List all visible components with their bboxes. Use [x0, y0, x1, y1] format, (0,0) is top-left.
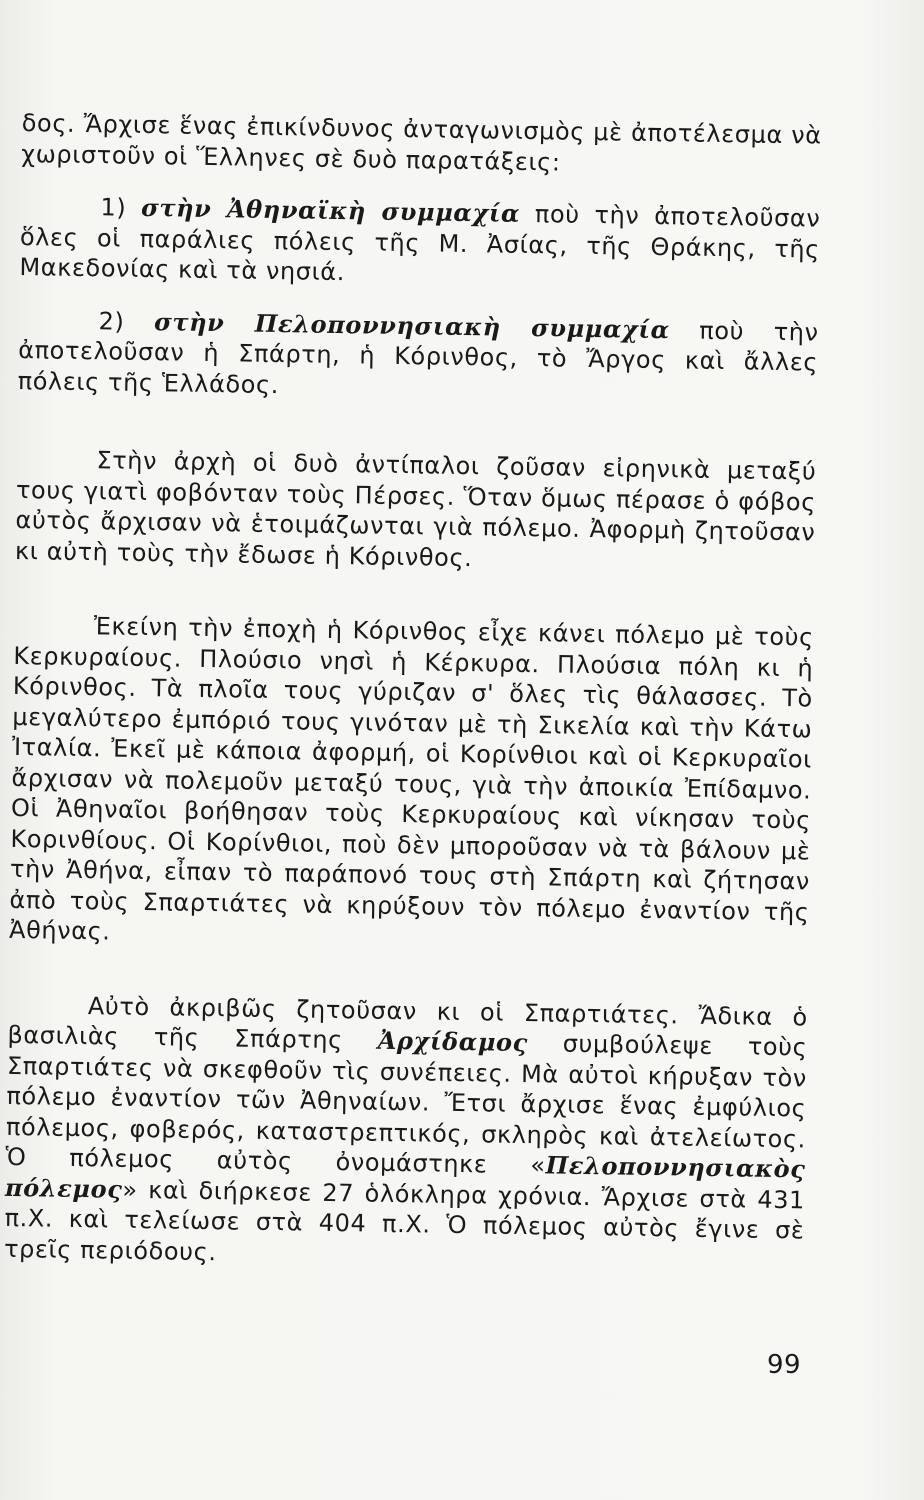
paragraph — [4, 989, 808, 1276]
text-run: » καὶ διήρκεσε 27 ὁλόκληρα χρόνια. Ἄρχισε στὰ 431 π.Χ. καὶ τελείωσε στὰ 404 π.Χ. Ὁ πόλεμος αὐτὸς ἔγινε σὲ τρεῖς περιόδους. — [3, 1175, 806, 1266]
text-run: συμβούλεψε τοὺς Σπαρτιάτες νὰ σκεφθοῦν τὶς συνέπειες. Μὰ αὐτοὶ κήρυξαν τὸν πόλεμο ἐναντίον τῶν Ἀθηναίων. Ἔτσι ἄρχισε ἕνας ἐμφύλιος πόλεμος, φοβερός, καταστρεπτικός, σκληρὸς καὶ ἀτελείωτος. Ὁ πόλεμος αὐτὸς ὀνομάστηκε « — [5, 1029, 808, 1180]
list-item-peloponnesian-alliance — [17, 304, 818, 408]
paragraph — [21, 108, 822, 182]
emphasized-text: Πελοποννησιακὸς πόλεμος — [4, 1150, 806, 1204]
page-number: 99 — [767, 1350, 802, 1380]
text-run: Αὐτὸ ἀκριβῶς ζητοῦσαν κι οἱ Σπαρτιάτες. Ἄδικα ὁ βασιλιὰς τῆς Σπάρτης — [7, 991, 809, 1055]
paragraph — [9, 610, 814, 958]
text-run: Στὴν ἀρχὴ οἱ δυὸ ἀντίπαλοι ζοῦσαν εἰρηνικὰ μεταξύ τους γιατὶ φοβόνταν τοὺς Πέρσες. Ὅταν ὅμως πέρασε ὁ φόβος αὐτὸς ἄρχισαν νὰ ἑτοιμάζωνται γιὰ πόλεμο. Ἀφορμὴ ζητοῦσαν κι αὐτὴ τοὺς τὴν ἔδωσε ἡ Κόρινθος. — [14, 446, 817, 572]
emphasized-text: στὴν Ἀθηναϊκὴ συμμαχία — [140, 192, 521, 228]
text-run: Ἐκείνη τὴν ἐποχὴ ἡ Κόρινθος εἶχε κάνει πόλεμο μὲ τοὺς Κερκυραίους. Πλούσιο νησὶ ἡ Κέρκυρα. Πλούσια πόλη κι ἡ Κόρινθος. Τὰ πλοῖα τους γύριζαν σ' ὅλες τὶς θάλασσες. Τὸ μεγαλύτερο ἐμπόριό τους γινόταν μὲ τὴ Σικελία καὶ τὴν Κάτω Ἰταλία. Ἐκεῖ μὲ κάποια ἀφορμή, οἱ Κορίνθιοι καὶ οἱ Κερκυραῖοι ἄρχισαν νὰ πολεμοῦν μεταξύ τους, γιὰ τὴν ἀποικία Ἐπίδαμνο. Οἱ Ἀθηναῖοι βοήθησαν τοὺς Κερκυραίους καὶ νίκησαν τοὺς Κορινθίους. Οἱ Κορίνθιοι, ποὺ δὲν μποροῦσαν νὰ τὰ βάλουν μὲ τὴν Ἀθήνα, εἶπαν τὸ παράπονό τους στὴ Σπάρτη καὶ ζήτησαν ἀπὸ τοὺς Σπαρτιάτες νὰ κηρύξουν τὸν πόλεμο ἐναντίον τῆς Ἀθήνας. — [8, 612, 815, 946]
text-run: ποὺ τὴν ἀποτελοῦσαν ἡ Σπάρτη, ἡ Κόρινθος, τὸ Ἄργος καὶ ἄλλες πόλεις τῆς Ἑλλάδος. — [17, 315, 819, 399]
text-run: 1) — [100, 193, 142, 222]
list-item-athenian-alliance — [19, 191, 820, 295]
paragraph — [15, 444, 817, 579]
body-text — [4, 108, 822, 1276]
emphasized-text: στὴν Πελοποννησιακὴ συμμαχία — [153, 306, 670, 344]
text-run: δος. Ἄρχισε ἕνας ἐπικίνδυνος ἀνταγωνισμὸς μὲ ἀποτέλεσμα νὰ χωριστοῦν οἱ Ἕλληνες σὲ δυὸ παρατάξεις: — [21, 108, 822, 176]
emphasized-text: Ἀρχίδαμος — [377, 1025, 529, 1058]
text-run: ποὺ τὴν ἀποτελοῦσαν ὅλες οἱ παράλιες πόλεις τῆς Μ. Ἀσίας, τῆς Θράκης, τῆς Μακεδονίας καὶ τὰ νησιά. — [19, 199, 821, 287]
text-run: 2) — [98, 306, 155, 336]
